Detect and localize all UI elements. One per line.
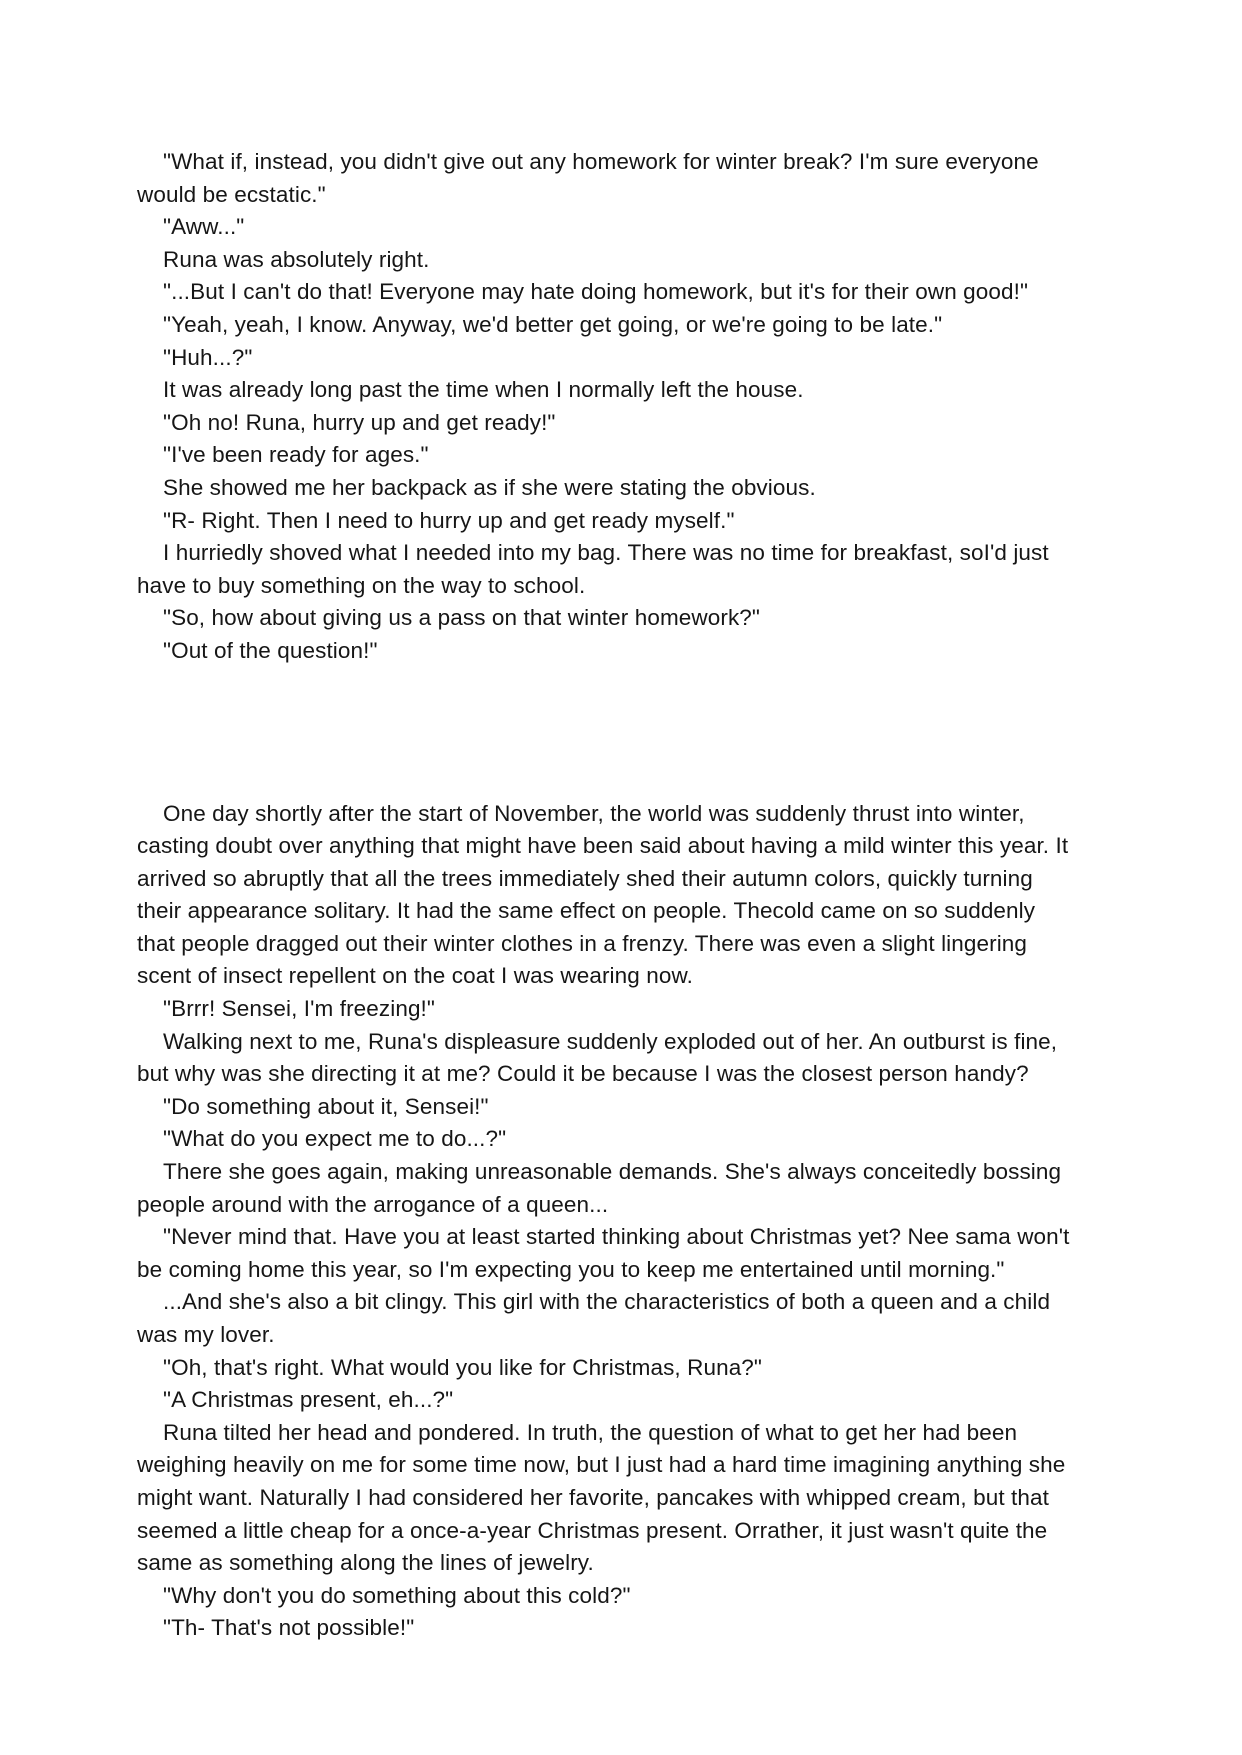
text-line: Runa was absolutely right. [163, 246, 430, 272]
text-line: Runa tilted her head and pondered. In truth, the question of what to get her had been [163, 1419, 1018, 1445]
text-line: "Oh no! Runa, hurry up and get ready!" [163, 409, 556, 435]
paragraph [137, 1026, 1122, 1091]
paragraph [137, 798, 1122, 994]
text-line: casting doubt over anything that might have been said about having a mild winter this year. It [137, 833, 1069, 859]
text-line: "Yeah, yeah, I know. Anyway, we'd better get going, or we're going to be late." [163, 311, 943, 337]
paragraph [137, 1384, 1122, 1417]
paragraph [137, 1612, 1122, 1645]
text-line: that people dragged out their winter clothes in a frenzy. There was even a slight lingering [137, 930, 1028, 956]
paragraph [137, 1156, 1122, 1221]
paragraph [137, 1286, 1122, 1351]
text-line: "Oh, that's right. What would you like for Christmas, Runa?" [163, 1354, 763, 1380]
paragraph [137, 1091, 1122, 1124]
paragraph [137, 342, 1122, 375]
text-line: "I've been ready for ages." [163, 442, 429, 468]
text-line: "Th- That's not possible!" [163, 1615, 415, 1641]
paragraph [137, 374, 1122, 407]
paragraph [137, 537, 1122, 602]
text-line: seemed a little cheap for a once-a-year Christmas present. Orrather, it just wasn't quite the [137, 1517, 1048, 1543]
paragraph [137, 602, 1122, 635]
text-line: "R- Right. Then I need to hurry up and get ready myself." [163, 507, 735, 533]
text-line: might want. Naturally I had considered her favorite, pancakes with whipped cream, but that [137, 1484, 1049, 1510]
text-line: "Huh...?" [163, 344, 253, 370]
text-line: "What if, instead, you didn't give out any homework for winter break? I'm sure everyone [163, 149, 1039, 174]
paragraph [137, 1580, 1122, 1613]
paragraph [137, 407, 1122, 440]
text-line: I hurriedly shoved what I needed into my bag. There was no time for breakfast, soI'd just [163, 540, 1049, 566]
text-line: "Out of the question!" [163, 637, 378, 663]
text-section [137, 146, 1122, 668]
paragraph [137, 211, 1122, 244]
paragraph [137, 439, 1122, 472]
text-line: "Never mind that. Have you at least started thinking about Christmas yet? Nee sama won't [163, 1224, 1070, 1250]
text-line: "...But I can't do that! Everyone may hate doing homework, but it's for their own good!" [163, 279, 1029, 305]
text-line: same as something along the lines of jewelry. [137, 1550, 594, 1576]
text-line: One day shortly after the start of November, the world was suddenly thrust into winter, [163, 800, 1025, 826]
text-line: "Aww..." [163, 214, 245, 240]
paragraph [137, 309, 1122, 342]
text-line: scent of insect repellent on the coat I was wearing now. [137, 963, 693, 989]
text-line: arrived so abruptly that all the trees immediately shed their autumn colors, quickly turning [137, 865, 1033, 891]
text-line: have to buy something on the way to school. [137, 572, 586, 598]
text-line: It was already long past the time when I normally left the house. [163, 377, 804, 403]
text-line: was my lover. [137, 1322, 275, 1347]
paragraph [137, 1417, 1122, 1580]
text-line: weighing heavily on me for some time now, but I just had a hard time imagining anything she [137, 1452, 1066, 1478]
paragraph [137, 505, 1122, 538]
paragraph [137, 993, 1122, 1026]
text-line: "A Christmas present, eh...?" [163, 1387, 454, 1413]
paragraph [137, 146, 1122, 211]
text-line: "Do something about it, Sensei!" [163, 1093, 489, 1119]
text-line: but why was she directing it at me? Could it be because I was the closest person handy? [137, 1061, 1029, 1087]
text-line: ...And she's also a bit clingy. This girl with the characteristics of both a queen and a child [163, 1289, 1051, 1315]
paragraph [137, 472, 1122, 505]
paragraph [137, 1221, 1122, 1286]
text-line: She showed me her backpack as if she were stating the obvious. [163, 474, 816, 500]
text-line: be coming home this year, so I'm expecting you to keep me entertained until morning." [137, 1256, 1005, 1282]
text-line: their appearance solitary. It had the same effect on people. Thecold came on so suddenly [137, 898, 1036, 924]
paragraph [137, 1352, 1122, 1385]
paragraph [137, 1123, 1122, 1156]
text-line: people around with the arrogance of a queen... [137, 1191, 609, 1217]
text-line: Walking next to me, Runa's displeasure suddenly exploded out of her. An outburst is fine, [163, 1028, 1058, 1054]
text-line: "What do you expect me to do...?" [163, 1126, 507, 1152]
text-line: "Brrr! Sensei, I'm freezing!" [163, 996, 435, 1022]
text-line: would be ecstatic." [137, 181, 326, 207]
paragraph [137, 276, 1122, 309]
paragraph [137, 244, 1122, 277]
text-section [137, 798, 1122, 1645]
paragraph [137, 635, 1122, 668]
text-line: There she goes again, making unreasonable demands. She's always conceitedly bossing [163, 1159, 1062, 1185]
text-line: "So, how about giving us a pass on that winter homework?" [163, 605, 761, 631]
text-line: "Why don't you do something about this cold?" [163, 1582, 631, 1608]
